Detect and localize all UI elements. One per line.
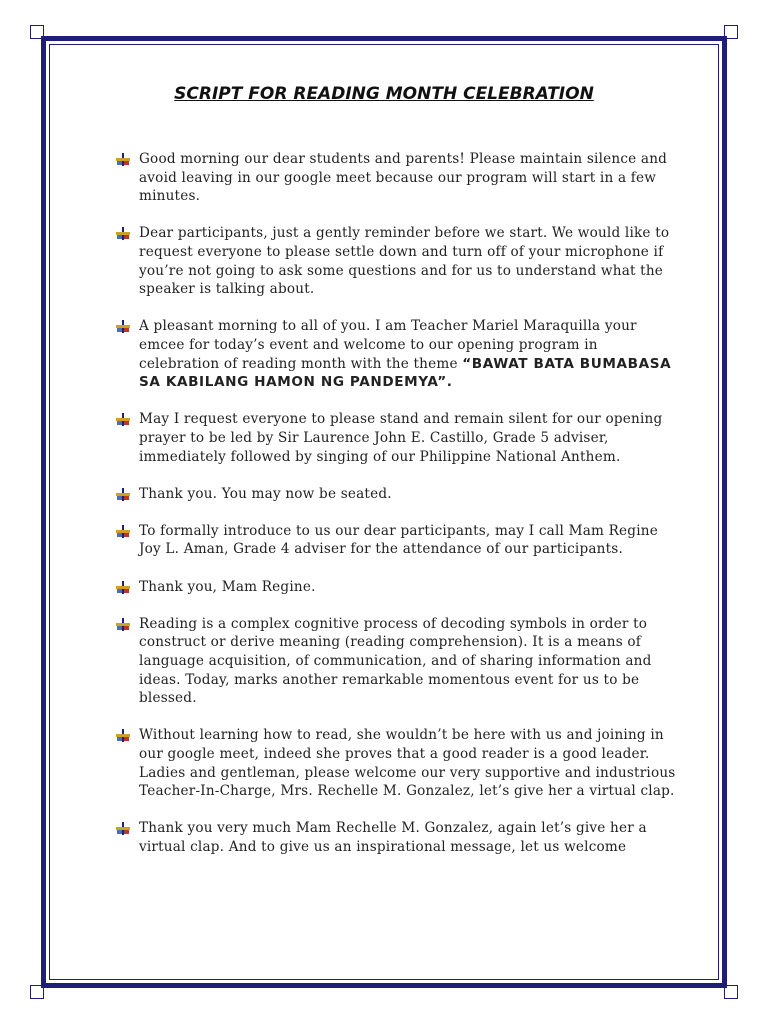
paragraph-text: Dear participants, just a gently reminder before we start. We would like to request everyone to please settle down and turn off of your microphone if you’re not going to ask some questions and for us to understand what the speaker is talking about. [139,225,670,298]
bullet-icon [116,488,130,501]
bullet-icon [116,581,130,594]
paragraph-text: Reading is a complex cognitive process of decoding symbols in order to construct or derive meaning (reading comprehension). It is a means of language acquisition, of communication, and of sharing information and ideas. Today, marks another remarkable momentous event for us to be blessed. [139,615,652,707]
paragraph-item [62,578,706,597]
paragraph-text: Without learning how to read, she wouldn’t be here with us and joining in our google meet, indeed she proves that a good reader is a good leader. Ladies and gentleman, please welcome our very supportive and industrious Teacher-In-Charge, Mrs. Rechelle M. Gonzalez, let’s give her a virtual clap. [139,727,676,800]
paragraph-item [62,410,706,466]
paragraph-item [62,485,706,504]
paragraph-text: Thank you. You may now be seated. [139,485,392,502]
paragraph-text: Thank you very much Mam Rechelle M. Gonzalez, again let’s give her a virtual clap. And to give us an inspirational message, let us welcome [139,820,647,855]
document-body [62,84,706,875]
bullet-icon [116,525,130,538]
bullet-icon [116,227,130,240]
paragraph-text: Thank you, Mam Regine. [139,578,316,595]
bullet-icon [116,413,130,426]
theme-emphasis: “BAWAT BATA BUMABASA SA KABILANG HAMON NG PANDEMYA”. [139,355,672,391]
paragraph-text: To formally introduce to us our dear participants, may I call Mam Regine Joy L. Aman, Grade 4 adviser for the attendance of our participants. [139,522,658,558]
bullet-icon [116,153,130,166]
paragraph-text: Good morning our dear students and parents! Please maintain silence and avoid leaving in our google meet because our program will start in a few minutes. [139,151,668,205]
paragraph-item [62,819,706,856]
bullet-icon [116,320,130,333]
paragraph-item [62,615,706,708]
bullet-icon [116,822,130,835]
paragraph-item [62,317,706,391]
paragraph-text: A pleasant morning to all of you. I am Teacher Mariel Maraquilla your emcee for today’s event and welcome to our opening program in celebration of reading month with the theme [139,318,637,372]
paragraph-item [62,522,706,559]
paragraph-item [62,150,706,206]
paragraph-item [62,224,706,298]
paragraph-item [62,726,706,800]
paragraph-text: May I request everyone to please stand and remain silent for our opening prayer to be led by Sir Laurence John E. Castillo, Grade 5 adviser, immediately followed by singing of our Philippine National Anthem. [139,411,663,465]
bullet-icon [116,618,130,631]
document-title: SCRIPT FOR READING MONTH CELEBRATION [174,84,594,104]
bullet-icon [116,729,130,742]
paragraph-list [62,150,706,857]
